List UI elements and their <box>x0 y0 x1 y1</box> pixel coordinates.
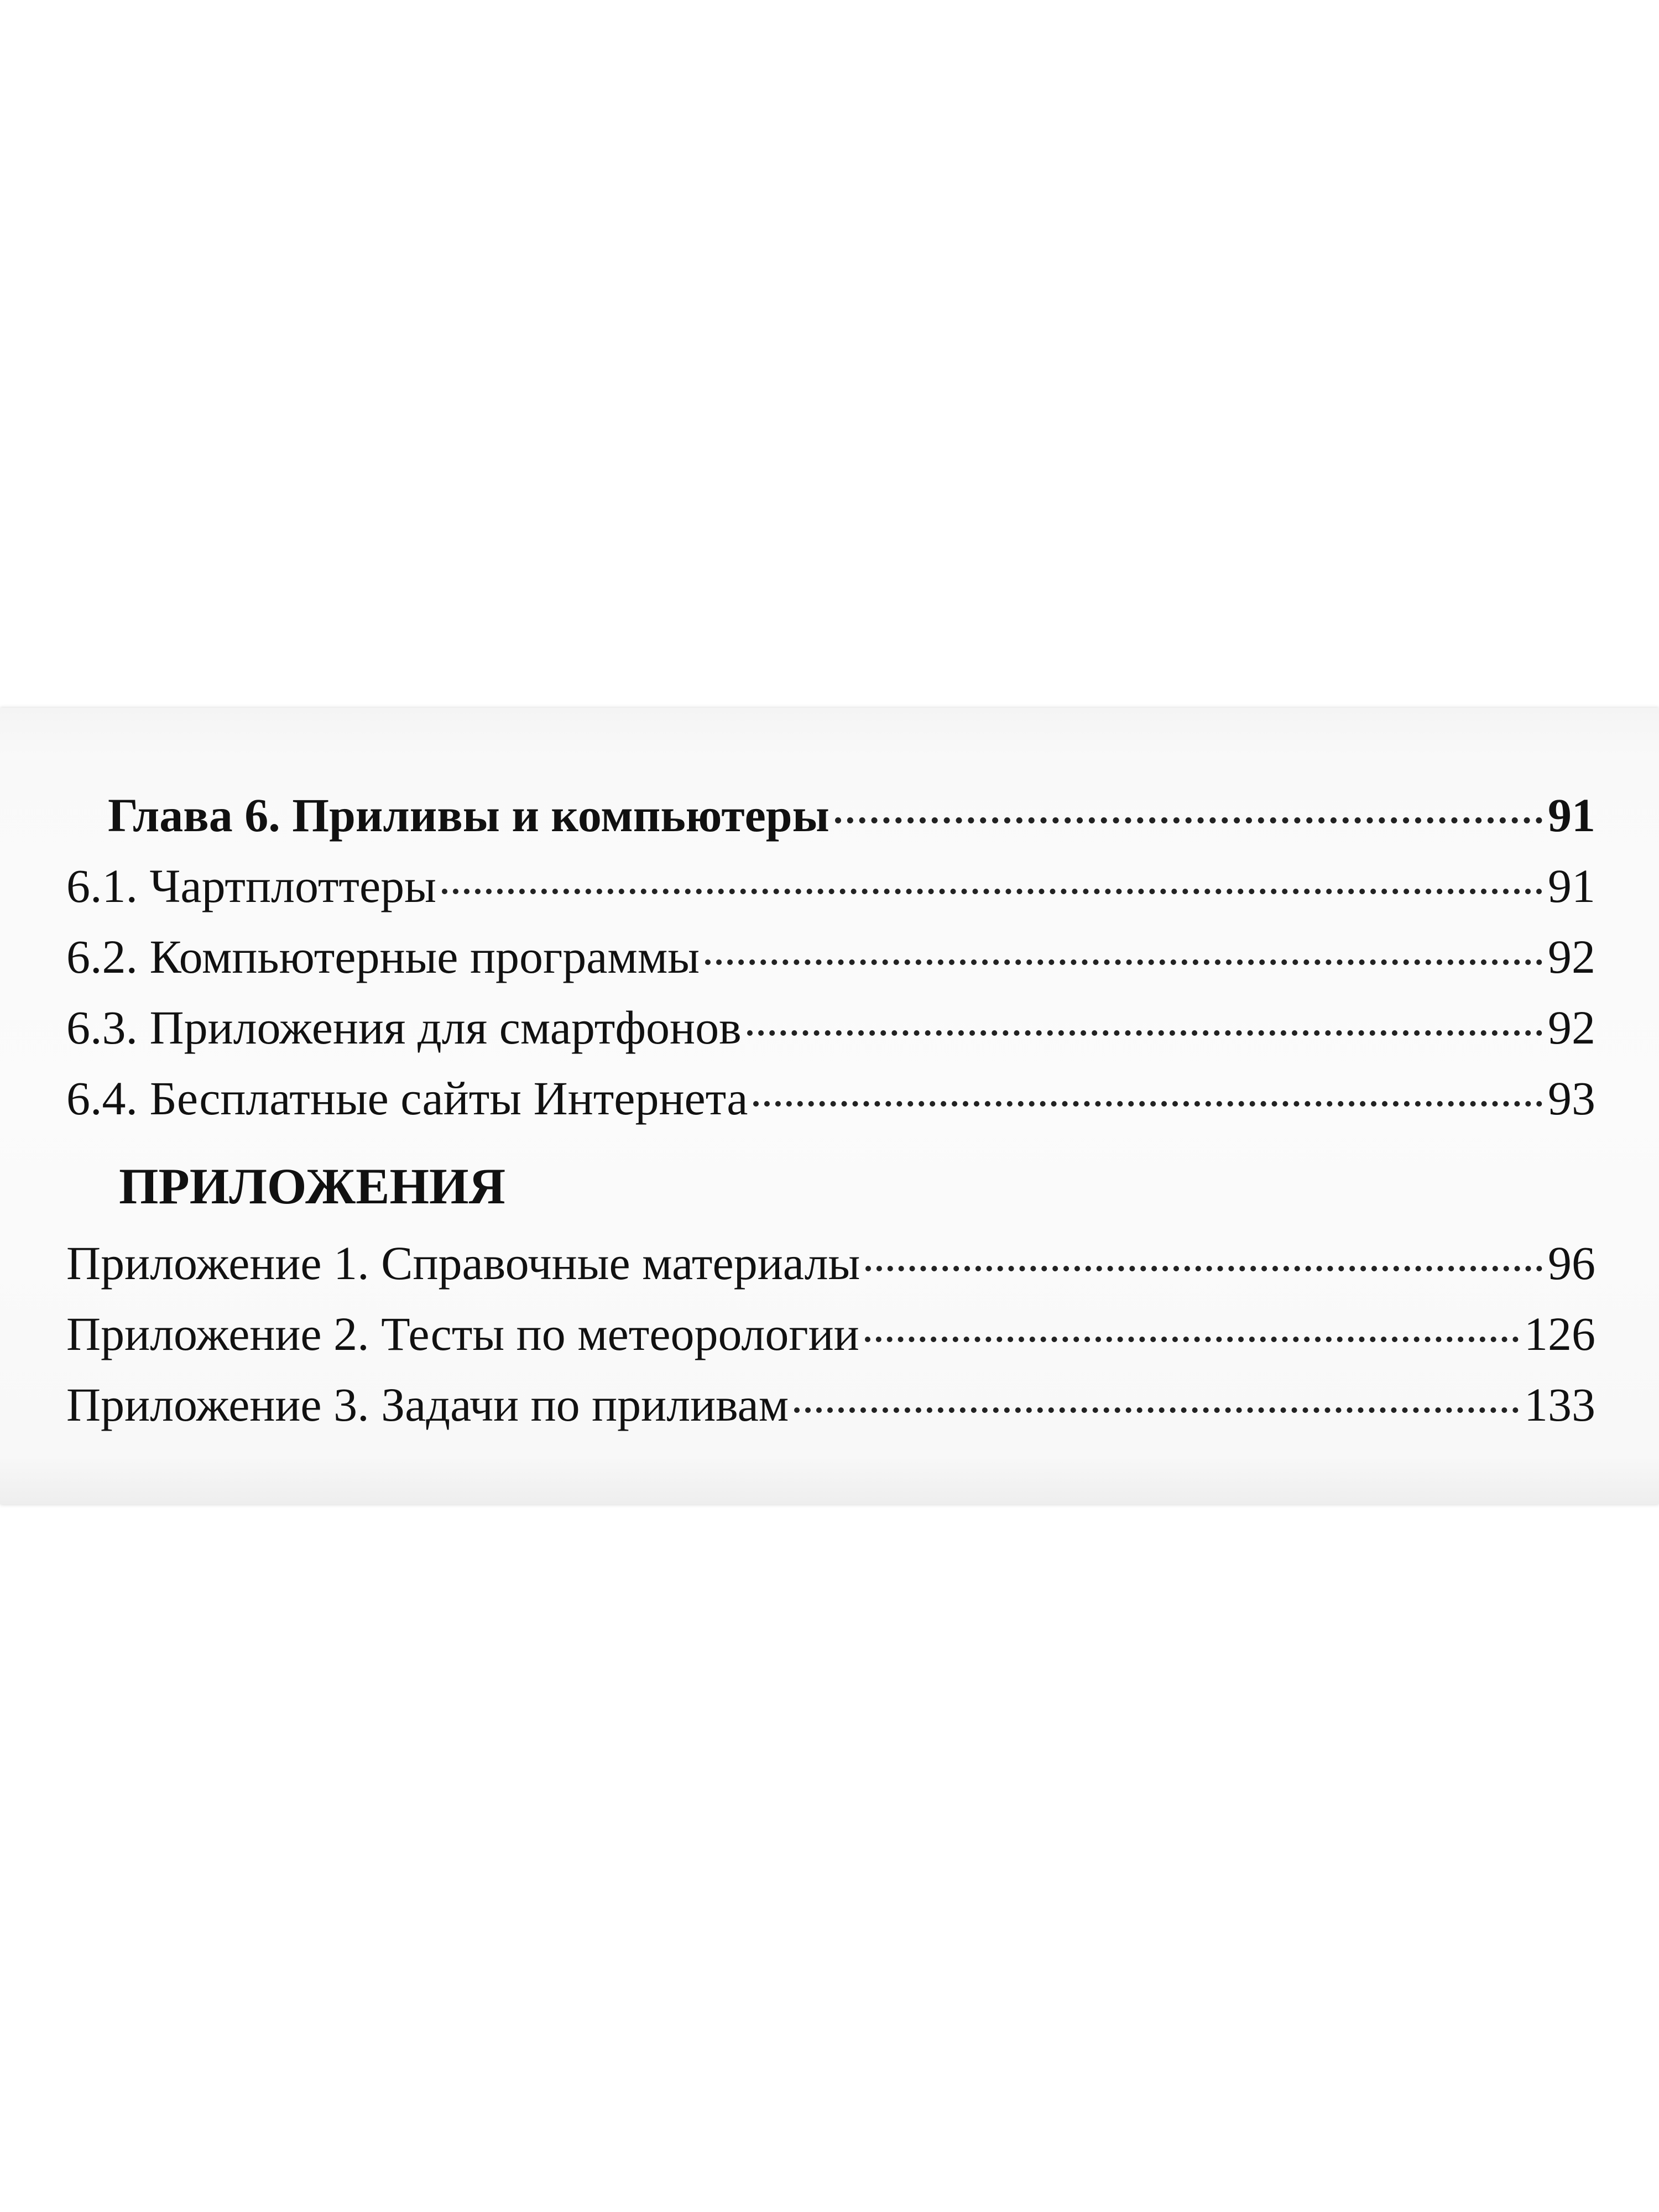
toc-entry-page: 91 <box>1548 789 1595 842</box>
appendix-heading: ПРИЛОЖЕНИЯ <box>119 1158 506 1214</box>
toc-entry-page: 96 <box>1548 1237 1595 1290</box>
toc-entry-title: 6.3. Приложения для смартфонов <box>66 1001 742 1054</box>
toc-appendix-2[interactable] <box>66 1298 1595 1369</box>
toc-entry-title: 6.4. Бесплатные сайты Интернета <box>66 1072 748 1125</box>
toc-entry-title: Приложение 1. Справочные материалы <box>66 1237 860 1290</box>
toc-section-6-4[interactable] <box>66 1063 1595 1134</box>
dot-leader <box>705 959 1542 965</box>
dot-leader <box>835 817 1542 823</box>
toc-appendix-3[interactable] <box>66 1369 1595 1440</box>
dot-leader <box>442 889 1542 894</box>
toc-entry-page: 92 <box>1548 930 1595 983</box>
scanned-toc-strip <box>0 708 1659 1504</box>
toc-appendix-1[interactable] <box>66 1228 1595 1298</box>
toc-entry-page: 126 <box>1524 1307 1595 1360</box>
toc-section-6-2[interactable] <box>66 921 1595 992</box>
toc-entry-page: 92 <box>1548 1001 1595 1054</box>
toc-entry-page: 133 <box>1524 1378 1595 1431</box>
toc-entry-title: Приложение 2. Тесты по метеорологии <box>66 1307 859 1360</box>
toc-section-6-3[interactable] <box>66 992 1595 1063</box>
toc-entry-page: 93 <box>1548 1072 1595 1125</box>
table-of-contents <box>66 780 1595 1440</box>
toc-section-6-1[interactable] <box>66 851 1595 921</box>
toc-entry-title: Глава 6. Приливы и компьютеры <box>108 789 830 842</box>
toc-entry-title: 6.2. Компьютерные программы <box>66 930 700 983</box>
toc-entry-page: 91 <box>1548 859 1595 912</box>
toc-entry-title: 6.1. Чартплоттеры <box>66 859 436 912</box>
toc-entry-title: Приложение 3. Задачи по приливам <box>66 1378 789 1431</box>
dot-leader <box>753 1101 1542 1107</box>
dot-leader <box>747 1030 1542 1036</box>
dot-leader <box>865 1337 1519 1342</box>
toc-chapter-6[interactable] <box>66 780 1595 851</box>
dot-leader <box>794 1407 1519 1413</box>
dot-leader <box>865 1266 1542 1271</box>
